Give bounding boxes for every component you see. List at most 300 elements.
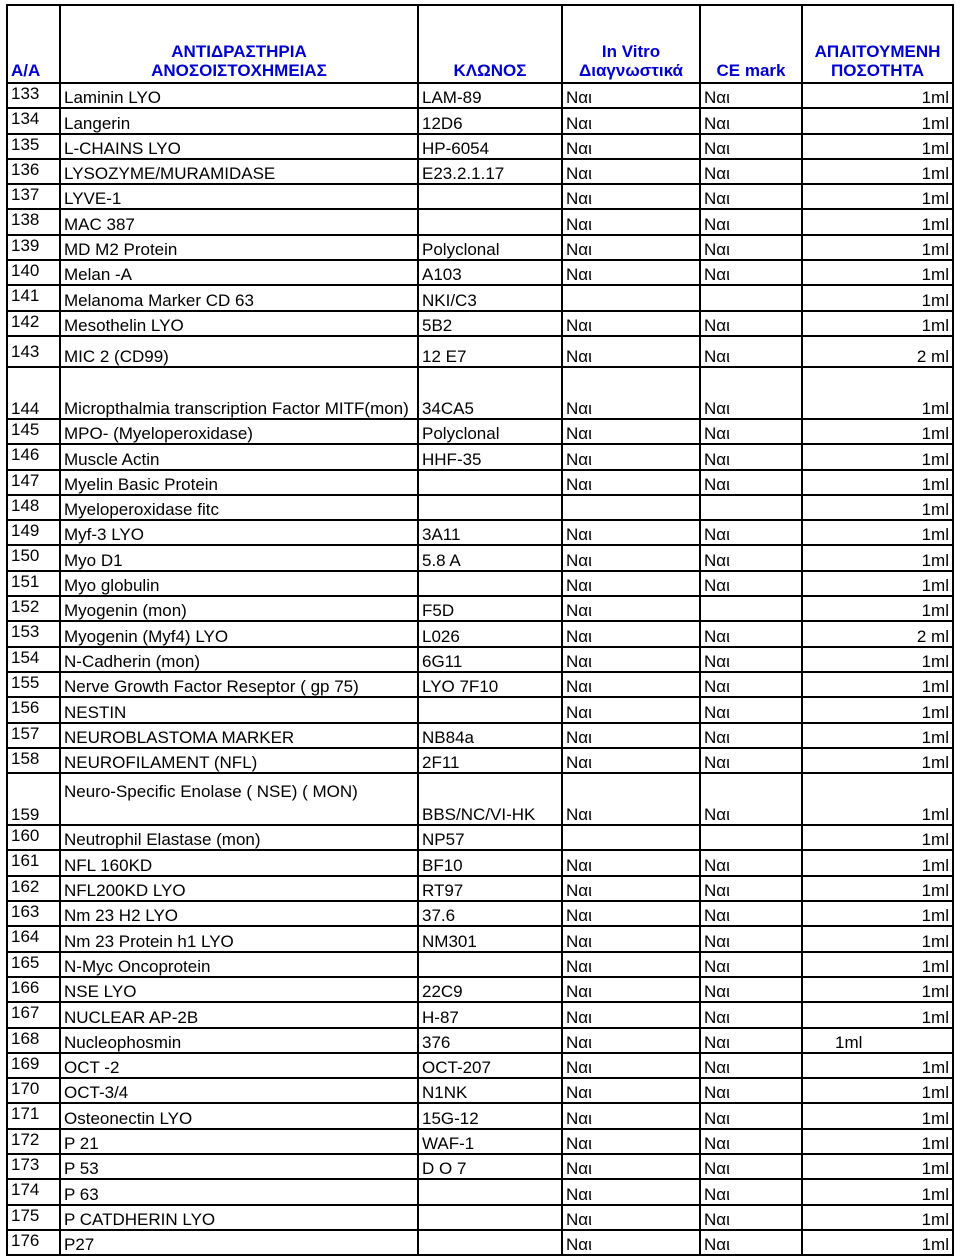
row-number: 167 bbox=[7, 1002, 60, 1027]
ce-mark-cell: Ναι bbox=[700, 1103, 802, 1128]
clone-cell: 12 E7 bbox=[418, 336, 562, 367]
table-row bbox=[7, 825, 953, 850]
in-vitro-cell: Ναι bbox=[562, 876, 700, 901]
ce-mark-cell: Ναι bbox=[700, 159, 802, 184]
reagent-name: Myogenin (mon) bbox=[60, 596, 418, 621]
table-row bbox=[7, 1230, 953, 1255]
ce-mark-cell: Ναι bbox=[700, 235, 802, 260]
table-row bbox=[7, 545, 953, 570]
reagent-name: Myelin Basic Protein bbox=[60, 470, 418, 495]
row-number: 175 bbox=[7, 1205, 60, 1230]
clone-cell: 5.8 A bbox=[418, 545, 562, 570]
ce-mark-cell: Ναι bbox=[700, 926, 802, 951]
clone-cell: E23.2.1.17 bbox=[418, 159, 562, 184]
in-vitro-cell: Ναι bbox=[562, 773, 700, 825]
row-number: 137 bbox=[7, 184, 60, 209]
row-number: 176 bbox=[7, 1230, 60, 1255]
ce-mark-cell: Ναι bbox=[700, 1179, 802, 1204]
header-clone: ΚΛΩΝΟΣ bbox=[418, 5, 562, 83]
reagent-name: Nm 23 Protein h1 LYO bbox=[60, 926, 418, 951]
row-number: 166 bbox=[7, 977, 60, 1002]
clone-cell: LAM-89 bbox=[418, 83, 562, 108]
in-vitro-cell: Ναι bbox=[562, 647, 700, 672]
clone-cell: NP57 bbox=[418, 825, 562, 850]
clone-cell: N1NK bbox=[418, 1078, 562, 1103]
quantity-cell: 1ml bbox=[802, 1129, 953, 1154]
quantity-cell: 1ml bbox=[802, 235, 953, 260]
table-row bbox=[7, 596, 953, 621]
table-row bbox=[7, 108, 953, 133]
clone-cell: 2F11 bbox=[418, 748, 562, 773]
ce-mark-cell: Ναι bbox=[700, 621, 802, 646]
clone-cell: 15G-12 bbox=[418, 1103, 562, 1128]
reagent-name: MIC 2 (CD99) bbox=[60, 336, 418, 367]
clone-cell: A103 bbox=[418, 260, 562, 285]
table-row bbox=[7, 495, 953, 520]
table-row bbox=[7, 901, 953, 926]
clone-cell: 3A11 bbox=[418, 520, 562, 545]
ce-mark-cell: Ναι bbox=[700, 311, 802, 336]
reagent-name: P CATDHERIN LYO bbox=[60, 1205, 418, 1230]
reagent-name: P27 bbox=[60, 1230, 418, 1255]
ce-mark-cell: Ναι bbox=[700, 697, 802, 722]
ce-mark-cell bbox=[700, 285, 802, 310]
reagent-name: L-CHAINS LYO bbox=[60, 134, 418, 159]
row-number: 152 bbox=[7, 596, 60, 621]
row-number: 143 bbox=[7, 336, 60, 367]
clone-cell: F5D bbox=[418, 596, 562, 621]
clone-cell bbox=[418, 697, 562, 722]
quantity-cell: 1ml bbox=[802, 596, 953, 621]
reagent-name: NUCLEAR AP-2B bbox=[60, 1002, 418, 1027]
in-vitro-cell: Ναι bbox=[562, 520, 700, 545]
row-number: 135 bbox=[7, 134, 60, 159]
row-number: 140 bbox=[7, 260, 60, 285]
quantity-cell: 1ml bbox=[802, 1028, 953, 1053]
clone-cell bbox=[418, 1179, 562, 1204]
reagent-name: MAC 387 bbox=[60, 209, 418, 234]
quantity-cell: 1ml bbox=[802, 520, 953, 545]
table-row bbox=[7, 977, 953, 1002]
in-vitro-cell: Ναι bbox=[562, 419, 700, 444]
ce-mark-cell: Ναι bbox=[700, 1230, 802, 1255]
quantity-cell: 1ml bbox=[802, 1053, 953, 1078]
table-row bbox=[7, 748, 953, 773]
reagent-name: Melan -A bbox=[60, 260, 418, 285]
table-row bbox=[7, 1205, 953, 1230]
row-number: 154 bbox=[7, 647, 60, 672]
in-vitro-cell bbox=[562, 285, 700, 310]
quantity-cell: 1ml bbox=[802, 876, 953, 901]
in-vitro-cell: Ναι bbox=[562, 134, 700, 159]
table-row bbox=[7, 134, 953, 159]
reagent-name: N-Cadherin (mon) bbox=[60, 647, 418, 672]
row-number: 133 bbox=[7, 83, 60, 108]
clone-cell bbox=[418, 209, 562, 234]
reagent-name: Neutrophil Elastase (mon) bbox=[60, 825, 418, 850]
header-reagent: ΑΝΤΙΔΡΑΣΤΗΡΙΑ ΑΝΟΣΟΙΣΤΟΧΗΜΕΙΑΣ bbox=[60, 5, 418, 83]
row-number: 158 bbox=[7, 748, 60, 773]
reagent-name: OCT -2 bbox=[60, 1053, 418, 1078]
reagent-name: Nerve Growth Factor Reseptor ( gp 75) bbox=[60, 672, 418, 697]
quantity-cell: 1ml bbox=[802, 647, 953, 672]
ce-mark-cell: Ναι bbox=[700, 647, 802, 672]
clone-cell: H-87 bbox=[418, 1002, 562, 1027]
quantity-cell: 1ml bbox=[802, 748, 953, 773]
ce-mark-cell: Ναι bbox=[700, 876, 802, 901]
reagent-name: Neuro-Specific Enolase ( NSE) ( MON) bbox=[60, 773, 418, 825]
reagent-name: Mesothelin LYO bbox=[60, 311, 418, 336]
quantity-cell: 1ml bbox=[802, 1230, 953, 1255]
clone-cell: Polyclonal bbox=[418, 235, 562, 260]
table-row bbox=[7, 876, 953, 901]
quantity-cell: 1ml bbox=[802, 495, 953, 520]
ce-mark-cell: Ναι bbox=[700, 260, 802, 285]
in-vitro-cell: Ναι bbox=[562, 1103, 700, 1128]
clone-cell: BF10 bbox=[418, 850, 562, 875]
quantity-cell: 1ml bbox=[802, 825, 953, 850]
in-vitro-cell: Ναι bbox=[562, 367, 700, 419]
ce-mark-cell: Ναι bbox=[700, 748, 802, 773]
quantity-cell: 1ml bbox=[802, 260, 953, 285]
clone-cell bbox=[418, 495, 562, 520]
in-vitro-cell: Ναι bbox=[562, 184, 700, 209]
clone-cell: 6G11 bbox=[418, 647, 562, 672]
in-vitro-cell: Ναι bbox=[562, 311, 700, 336]
ce-mark-cell: Ναι bbox=[700, 108, 802, 133]
clone-cell bbox=[418, 571, 562, 596]
row-number: 161 bbox=[7, 850, 60, 875]
row-number: 151 bbox=[7, 571, 60, 596]
ce-mark-cell: Ναι bbox=[700, 419, 802, 444]
in-vitro-cell: Ναι bbox=[562, 336, 700, 367]
ce-mark-cell: Ναι bbox=[700, 134, 802, 159]
reagent-name: Muscle Actin bbox=[60, 444, 418, 469]
quantity-cell: 1ml bbox=[802, 444, 953, 469]
in-vitro-cell: Ναι bbox=[562, 952, 700, 977]
reagent-name: OCT-3/4 bbox=[60, 1078, 418, 1103]
clone-cell: L026 bbox=[418, 621, 562, 646]
table-row bbox=[7, 1103, 953, 1128]
table-row bbox=[7, 850, 953, 875]
quantity-cell: 1ml bbox=[802, 773, 953, 825]
row-number: 172 bbox=[7, 1129, 60, 1154]
table-row bbox=[7, 336, 953, 367]
quantity-cell: 1ml bbox=[802, 83, 953, 108]
in-vitro-cell: Ναι bbox=[562, 850, 700, 875]
reagent-name: NFL 160KD bbox=[60, 850, 418, 875]
ce-mark-cell bbox=[700, 825, 802, 850]
clone-cell: NM301 bbox=[418, 926, 562, 951]
reagent-name: NESTIN bbox=[60, 697, 418, 722]
reagent-name: NEUROFILAMENT (NFL) bbox=[60, 748, 418, 773]
in-vitro-cell: Ναι bbox=[562, 209, 700, 234]
in-vitro-cell: Ναι bbox=[562, 748, 700, 773]
ce-mark-cell: Ναι bbox=[700, 520, 802, 545]
ce-mark-cell: Ναι bbox=[700, 1028, 802, 1053]
in-vitro-cell: Ναι bbox=[562, 977, 700, 1002]
row-number: 134 bbox=[7, 108, 60, 133]
table-row bbox=[7, 285, 953, 310]
ce-mark-cell: Ναι bbox=[700, 672, 802, 697]
header-qty: ΑΠΑΙΤΟΥΜΕΝΗ ΠΟΣΟΤΗΤΑ bbox=[802, 5, 953, 83]
table-row bbox=[7, 723, 953, 748]
quantity-cell: 1ml bbox=[802, 977, 953, 1002]
row-number: 148 bbox=[7, 495, 60, 520]
reagent-name: LYSOZYME/MURAMIDASE bbox=[60, 159, 418, 184]
ce-mark-cell: Ναι bbox=[700, 1002, 802, 1027]
table-row bbox=[7, 1053, 953, 1078]
clone-cell: HHF-35 bbox=[418, 444, 562, 469]
row-number: 165 bbox=[7, 952, 60, 977]
clone-cell bbox=[418, 952, 562, 977]
quantity-cell: 1ml bbox=[802, 134, 953, 159]
reagent-name: NFL200KD LYO bbox=[60, 876, 418, 901]
reagent-name: P 21 bbox=[60, 1129, 418, 1154]
ce-mark-cell: Ναι bbox=[700, 723, 802, 748]
in-vitro-cell: Ναι bbox=[562, 1154, 700, 1179]
clone-cell bbox=[418, 470, 562, 495]
in-vitro-cell: Ναι bbox=[562, 621, 700, 646]
clone-cell: D O 7 bbox=[418, 1154, 562, 1179]
row-number: 139 bbox=[7, 235, 60, 260]
table-row bbox=[7, 235, 953, 260]
clone-cell: NKI/C3 bbox=[418, 285, 562, 310]
ce-mark-cell: Ναι bbox=[700, 850, 802, 875]
in-vitro-cell: Ναι bbox=[562, 260, 700, 285]
quantity-cell: 1ml bbox=[802, 723, 953, 748]
in-vitro-cell: Ναι bbox=[562, 1179, 700, 1204]
reagent-name: Melanoma Marker CD 63 bbox=[60, 285, 418, 310]
table-row bbox=[7, 1028, 953, 1053]
quantity-cell: 2 ml bbox=[802, 621, 953, 646]
ce-mark-cell: Ναι bbox=[700, 209, 802, 234]
quantity-cell: 1ml bbox=[802, 901, 953, 926]
reagent-name: P 63 bbox=[60, 1179, 418, 1204]
quantity-cell: 1ml bbox=[802, 209, 953, 234]
quantity-cell: 1ml bbox=[802, 952, 953, 977]
row-number: 170 bbox=[7, 1078, 60, 1103]
ce-mark-cell: Ναι bbox=[700, 901, 802, 926]
table-row bbox=[7, 520, 953, 545]
clone-cell: WAF-1 bbox=[418, 1129, 562, 1154]
quantity-cell: 1ml bbox=[802, 470, 953, 495]
clone-cell: 34CA5 bbox=[418, 367, 562, 419]
quantity-cell: 1ml bbox=[802, 672, 953, 697]
quantity-cell: 1ml bbox=[802, 1002, 953, 1027]
quantity-cell: 1ml bbox=[802, 108, 953, 133]
reagent-name: LYVE-1 bbox=[60, 184, 418, 209]
reagent-name: P 53 bbox=[60, 1154, 418, 1179]
table-row bbox=[7, 470, 953, 495]
reagent-name: Myo D1 bbox=[60, 545, 418, 570]
quantity-cell: 1ml bbox=[802, 159, 953, 184]
ce-mark-cell: Ναι bbox=[700, 1078, 802, 1103]
table-row bbox=[7, 571, 953, 596]
table-row bbox=[7, 311, 953, 336]
row-number: 173 bbox=[7, 1154, 60, 1179]
row-number: 141 bbox=[7, 285, 60, 310]
in-vitro-cell: Ναι bbox=[562, 672, 700, 697]
table-row bbox=[7, 697, 953, 722]
row-number: 157 bbox=[7, 723, 60, 748]
quantity-cell: 1ml bbox=[802, 1179, 953, 1204]
clone-cell: Polyclonal bbox=[418, 419, 562, 444]
row-number: 174 bbox=[7, 1179, 60, 1204]
clone-cell: LYO 7F10 bbox=[418, 672, 562, 697]
quantity-cell: 1ml bbox=[802, 1078, 953, 1103]
row-number: 146 bbox=[7, 444, 60, 469]
in-vitro-cell: Ναι bbox=[562, 697, 700, 722]
ce-mark-cell: Ναι bbox=[700, 470, 802, 495]
ce-mark-cell: Ναι bbox=[700, 83, 802, 108]
row-number: 150 bbox=[7, 545, 60, 570]
ce-mark-cell: Ναι bbox=[700, 1205, 802, 1230]
reagent-name: Myf-3 LYO bbox=[60, 520, 418, 545]
ce-mark-cell: Ναι bbox=[700, 571, 802, 596]
reagent-name: MD M2 Protein bbox=[60, 235, 418, 260]
ce-mark-cell: Ναι bbox=[700, 773, 802, 825]
quantity-cell: 2 ml bbox=[802, 336, 953, 367]
in-vitro-cell bbox=[562, 825, 700, 850]
table-row bbox=[7, 952, 953, 977]
row-number: 163 bbox=[7, 901, 60, 926]
ce-mark-cell bbox=[700, 596, 802, 621]
quantity-cell: 1ml bbox=[802, 545, 953, 570]
row-number: 171 bbox=[7, 1103, 60, 1128]
in-vitro-cell: Ναι bbox=[562, 723, 700, 748]
clone-cell: NB84a bbox=[418, 723, 562, 748]
ce-mark-cell: Ναι bbox=[700, 952, 802, 977]
in-vitro-cell: Ναι bbox=[562, 83, 700, 108]
ce-mark-cell: Ναι bbox=[700, 444, 802, 469]
row-number: 153 bbox=[7, 621, 60, 646]
in-vitro-cell: Ναι bbox=[562, 470, 700, 495]
ce-mark-cell: Ναι bbox=[700, 336, 802, 367]
row-number: 156 bbox=[7, 697, 60, 722]
row-number: 160 bbox=[7, 825, 60, 850]
in-vitro-cell: Ναι bbox=[562, 1129, 700, 1154]
ce-mark-cell: Ναι bbox=[700, 1129, 802, 1154]
reagent-name: Myeloperoxidase fitc bbox=[60, 495, 418, 520]
in-vitro-cell: Ναι bbox=[562, 901, 700, 926]
in-vitro-cell: Ναι bbox=[562, 1028, 700, 1053]
quantity-cell: 1ml bbox=[802, 1154, 953, 1179]
quantity-cell: 1ml bbox=[802, 571, 953, 596]
table-row bbox=[7, 647, 953, 672]
table-row bbox=[7, 419, 953, 444]
row-number: 144 bbox=[7, 367, 60, 419]
clone-cell: BBS/NC/VI-HK bbox=[418, 773, 562, 825]
row-number: 169 bbox=[7, 1053, 60, 1078]
quantity-cell: 1ml bbox=[802, 367, 953, 419]
quantity-cell: 1ml bbox=[802, 850, 953, 875]
in-vitro-cell: Ναι bbox=[562, 1230, 700, 1255]
quantity-cell: 1ml bbox=[802, 311, 953, 336]
clone-cell: 5B2 bbox=[418, 311, 562, 336]
row-number: 142 bbox=[7, 311, 60, 336]
table-row bbox=[7, 672, 953, 697]
in-vitro-cell: Ναι bbox=[562, 926, 700, 951]
row-number: 168 bbox=[7, 1028, 60, 1053]
row-number: 155 bbox=[7, 672, 60, 697]
table-row bbox=[7, 1129, 953, 1154]
in-vitro-cell: Ναι bbox=[562, 108, 700, 133]
in-vitro-cell: Ναι bbox=[562, 1078, 700, 1103]
reagent-name: Osteonectin LYO bbox=[60, 1103, 418, 1128]
in-vitro-cell: Ναι bbox=[562, 1205, 700, 1230]
table-row bbox=[7, 1179, 953, 1204]
quantity-cell: 1ml bbox=[802, 1103, 953, 1128]
in-vitro-cell: Ναι bbox=[562, 596, 700, 621]
table-row bbox=[7, 83, 953, 108]
quantity-cell: 1ml bbox=[802, 184, 953, 209]
table-row bbox=[7, 773, 953, 825]
reagent-name: Laminin LYO bbox=[60, 83, 418, 108]
reagent-name: Myo globulin bbox=[60, 571, 418, 596]
reagent-name: NSE LYO bbox=[60, 977, 418, 1002]
clone-cell: 376 bbox=[418, 1028, 562, 1053]
table-row bbox=[7, 159, 953, 184]
reagent-name: NEUROBLASTOMA MARKER bbox=[60, 723, 418, 748]
in-vitro-cell bbox=[562, 495, 700, 520]
in-vitro-cell: Ναι bbox=[562, 1053, 700, 1078]
ce-mark-cell: Ναι bbox=[700, 977, 802, 1002]
reagent-name: Myogenin (Myf4) LYO bbox=[60, 621, 418, 646]
table-row bbox=[7, 260, 953, 285]
reagent-name: MPO- (Myeloperoxidase) bbox=[60, 419, 418, 444]
table-row bbox=[7, 367, 953, 419]
table-row bbox=[7, 1154, 953, 1179]
clone-cell bbox=[418, 1205, 562, 1230]
row-number: 164 bbox=[7, 926, 60, 951]
row-number: 159 bbox=[7, 773, 60, 825]
header-no: Α/Α bbox=[7, 5, 60, 83]
table-row bbox=[7, 926, 953, 951]
table-row bbox=[7, 184, 953, 209]
reagent-name: Langerin bbox=[60, 108, 418, 133]
reagent-name: N-Myc Oncoprotein bbox=[60, 952, 418, 977]
clone-cell bbox=[418, 1230, 562, 1255]
quantity-cell: 1ml bbox=[802, 926, 953, 951]
row-number: 149 bbox=[7, 520, 60, 545]
clone-cell: HP-6054 bbox=[418, 134, 562, 159]
header-ivd: In Vitro Διαγνωστικά bbox=[562, 5, 700, 83]
ce-mark-cell bbox=[700, 495, 802, 520]
reagent-name: Nm 23 H2 LYO bbox=[60, 901, 418, 926]
in-vitro-cell: Ναι bbox=[562, 545, 700, 570]
clone-cell: OCT-207 bbox=[418, 1053, 562, 1078]
row-number: 145 bbox=[7, 419, 60, 444]
table-row bbox=[7, 209, 953, 234]
table-row bbox=[7, 1002, 953, 1027]
in-vitro-cell: Ναι bbox=[562, 235, 700, 260]
row-number: 162 bbox=[7, 876, 60, 901]
table-row bbox=[7, 621, 953, 646]
clone-cell bbox=[418, 184, 562, 209]
quantity-cell: 1ml bbox=[802, 1205, 953, 1230]
row-number: 147 bbox=[7, 470, 60, 495]
quantity-cell: 1ml bbox=[802, 285, 953, 310]
in-vitro-cell: Ναι bbox=[562, 1002, 700, 1027]
clone-cell: 37.6 bbox=[418, 901, 562, 926]
header-row bbox=[7, 5, 953, 83]
quantity-cell: 1ml bbox=[802, 419, 953, 444]
clone-cell: RT97 bbox=[418, 876, 562, 901]
clone-cell: 12D6 bbox=[418, 108, 562, 133]
row-number: 136 bbox=[7, 159, 60, 184]
table-body bbox=[7, 83, 953, 1255]
